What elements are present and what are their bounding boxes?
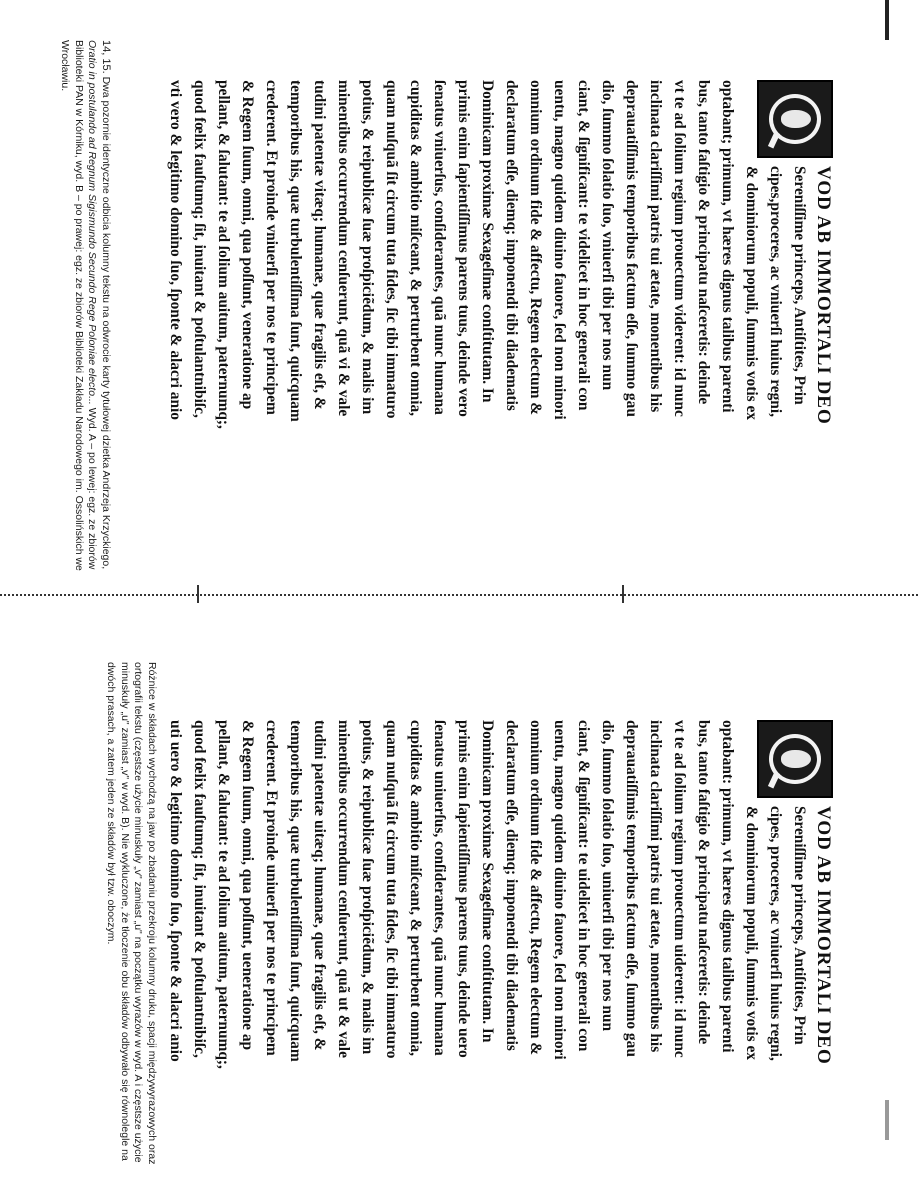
bottom-panel [0, 594, 918, 1188]
text-line: Sereniſſime princeps, Antiſtites, Prin [791, 166, 808, 405]
text-line: pellant, & ſalutant: te ad ſolium auitum, paternumq;, [215, 720, 232, 1069]
text-line: ſenatus uniuerſus, conſiderantes, quã nunc humana [431, 720, 448, 1056]
top-caption-block [58, 40, 112, 580]
bottom-caption: Różnice w składach wychodzą na jaw po zbadaniu przekroju kolumny druku, spacji międzywyrazowych oraz ortografii tekstu (częstsze użycie minuskuły „v" zamiast „u" na początku wyrazów w wyd. A i częstsze użycie minuskuły „u" zamiast „v" w wyd. B). Nie wykluczone, że tłoczenie obu składów odbywało się równolegle na dwóch prasach, a zatem jeden ze składów był tzw. oboczym. [105, 662, 158, 1165]
text-line: omnium ordinum fide & affectu, Regem electum & [527, 720, 544, 1056]
text-line: optabant; primum, vt hæres dignus talibus parenti [719, 80, 736, 413]
text-line: vti vero & legitimo domino ſuo, ſponte & alacri anio [167, 80, 184, 420]
text-line: vt te ad ſolium regium prouectum viderent: id nunc [671, 80, 688, 417]
text-line: cipes,proceres, ac vniuerſi huius regni, [767, 166, 784, 417]
text-line: crederent. Et proinde vniuerſi per nos te principem [263, 80, 280, 415]
text-line: dio, ſummo ſolatio ſuo, vniuerſi tibi per nos nun [599, 80, 616, 391]
text-line: omnium ordinum fide & affectu, Regem electum & [527, 80, 544, 416]
text-line: Dominicam proximæ Sexageſimæ conſtitutam. In [479, 80, 496, 403]
text-line: declaratum eſſe, diemq; imponendi tibi diadematis [503, 720, 520, 1051]
text-line: optabant: primum, vt hæres dignus talibus parenti [719, 720, 736, 1053]
text-line: cupiditas & ambitio miſceant, & perturbent omnia, [407, 80, 424, 417]
text-line: & Regem ſuum, omni, qua poſſunt, veneratione ap [239, 80, 256, 410]
text-line: uentu, magno quidem diuino fauore, ſed non minori [551, 720, 568, 1060]
text-line: ciant, & ſignificant: te uidelicet in hoc generali con [575, 720, 592, 1052]
bottom-caption-block [104, 662, 158, 1182]
top-latin-block [163, 80, 835, 550]
text-line: temporibus his, quæ turbulentiſſima ſunt, quicquam [287, 80, 304, 422]
text-line: uti uero & legitimo domino ſuo, ſponte & alacri anio [167, 720, 184, 1062]
bottom-latin-block [163, 720, 835, 1190]
top-panel [0, 0, 918, 594]
text-line: cipes, proceres, ac vniuerſi huius regni, [767, 806, 784, 1061]
text-line: quam nuſquã ſit circum tuta fides, ſic tibi immaturo [383, 720, 400, 1059]
top-text-column [163, 80, 835, 550]
text-line: declaratum eſſe, diemq; imponendi tibi diadematis [503, 80, 520, 411]
text-line: Sereniſſime princeps, Antiſtites, Prin [791, 806, 808, 1045]
text-line: primis enim ſapientiſſimus parens tuus, deinde vero [455, 80, 472, 417]
decorated-initial-q-icon [757, 80, 833, 158]
text-line: inclinata clariſſimi patris tui ætate, monentibus his [647, 720, 664, 1053]
text-line: Dominicam proximæ Sexageſimæ conſtitutam. In [479, 720, 496, 1043]
text-line: tudini patentæ vitæq; humanæ, quæ fragilis eſt, & [311, 80, 328, 410]
caption-rest: Wyd. A – po lewej: egz. ze zbiorów Biblioteki PAN w Kórniku, wyd. B – po prawej: egz. ze zbiorów Biblioteki Zakładu Narodowego im. Ossolińskich we Wrocławiu. [59, 40, 99, 571]
text-line: quod fœlix fauſtumq; ſit, inuitant & poſtulantnibiſc, [191, 80, 208, 418]
top-caption [58, 40, 112, 580]
text-line: & Regem ſuum, omni, qua poſſunt, ueneratione ap [239, 720, 256, 1051]
text-line: deprauatiſſimis temporibus factum eſſe, ſummo gau [623, 80, 640, 417]
text-line: ſenatus vniuerſus, conſiderantes, quã nunc humana [431, 80, 448, 415]
text-line: & dominiorum populi, ſummis votis ex [743, 806, 760, 1060]
text-line: & dominiorum populi, ſummis votis ex [743, 166, 760, 420]
text-line: bus, tanto faſtigio & principatu naſceretis: deinde [695, 80, 712, 405]
text-line: minentibus occurrendum cenſuerunt, quã ut & vale [335, 720, 352, 1058]
top-title: VOD AB IMMORTALI DEO [813, 166, 834, 425]
text-line: potius, & reipublicæ ſuæ proſpiciẽdum, & malis im [359, 720, 376, 1055]
text-line: ciant, & ſignificant: te videlicet in hoc generali con [575, 80, 592, 411]
text-line: temporibus his, quæ turbulentiſſima ſunt, quicquam [287, 720, 304, 1062]
text-line: cupiditas & ambitio miſceant, & perturbent omnia, [407, 720, 424, 1057]
text-line: inclinata clariſſimi patris tui ætate, monentibus his [647, 80, 664, 413]
text-line: minentibus occurrendum cenſuerunt, quã vi & vale [335, 80, 352, 417]
caption-text: Dwa pozornie identyczne odbicia kolumny tekstu na odwrocie karty tytułowej dzietka Andrzeja Krzyckiego, [100, 76, 112, 570]
bottom-text-column [163, 720, 835, 1190]
bottom-title: VOD AB IMMORTALI DEO [813, 806, 834, 1065]
text-line: crederent. Et proinde uniuerſi per nos te principem [263, 720, 280, 1056]
text-line: dio, ſummo ſolatio ſuo, uniuerſi tibi per nos nun [599, 720, 616, 1032]
text-line: deprauatiſſimis temporibus factum eſſe, ſummo gau [623, 720, 640, 1057]
text-line: bus, tanto faſtigio & principatu naſceretis: deinde [695, 720, 712, 1045]
caption-title: Oratio in postulando ad Regnum Sigismundo Secundo Rege Poloniae electo... [86, 40, 99, 405]
text-line: uentu, magno quidem diuino fauore, ſed non minori [551, 80, 568, 420]
text-line: quod fœlix fauſtumq; ſit, inuitant & poſtulantnibiſc, [191, 720, 208, 1058]
top-text-lines [163, 80, 811, 550]
text-line: vt te ad ſolium regium prouectum uiderent: id nunc [671, 720, 688, 1058]
text-line: pellant, & ſalutant: te ad ſolium auitum, paternumq;, [215, 80, 232, 429]
text-line: tudini patentæ uitæq; humanæ, quæ fragilis eſt, & [311, 720, 328, 1051]
text-line: primis enim ſapientiſſimus parens tuus, deinde uero [455, 720, 472, 1058]
page-numbers: 14, 15. [100, 40, 112, 74]
text-line: quam nuſquã ſit circum tuta fides, ſic tibi immaturo [383, 80, 400, 419]
text-line: potius, & reipublicæ ſuæ proſpiciẽdum, & malis im [359, 80, 376, 415]
decorated-initial-q-icon [757, 720, 833, 798]
bottom-text-lines [163, 720, 811, 1190]
